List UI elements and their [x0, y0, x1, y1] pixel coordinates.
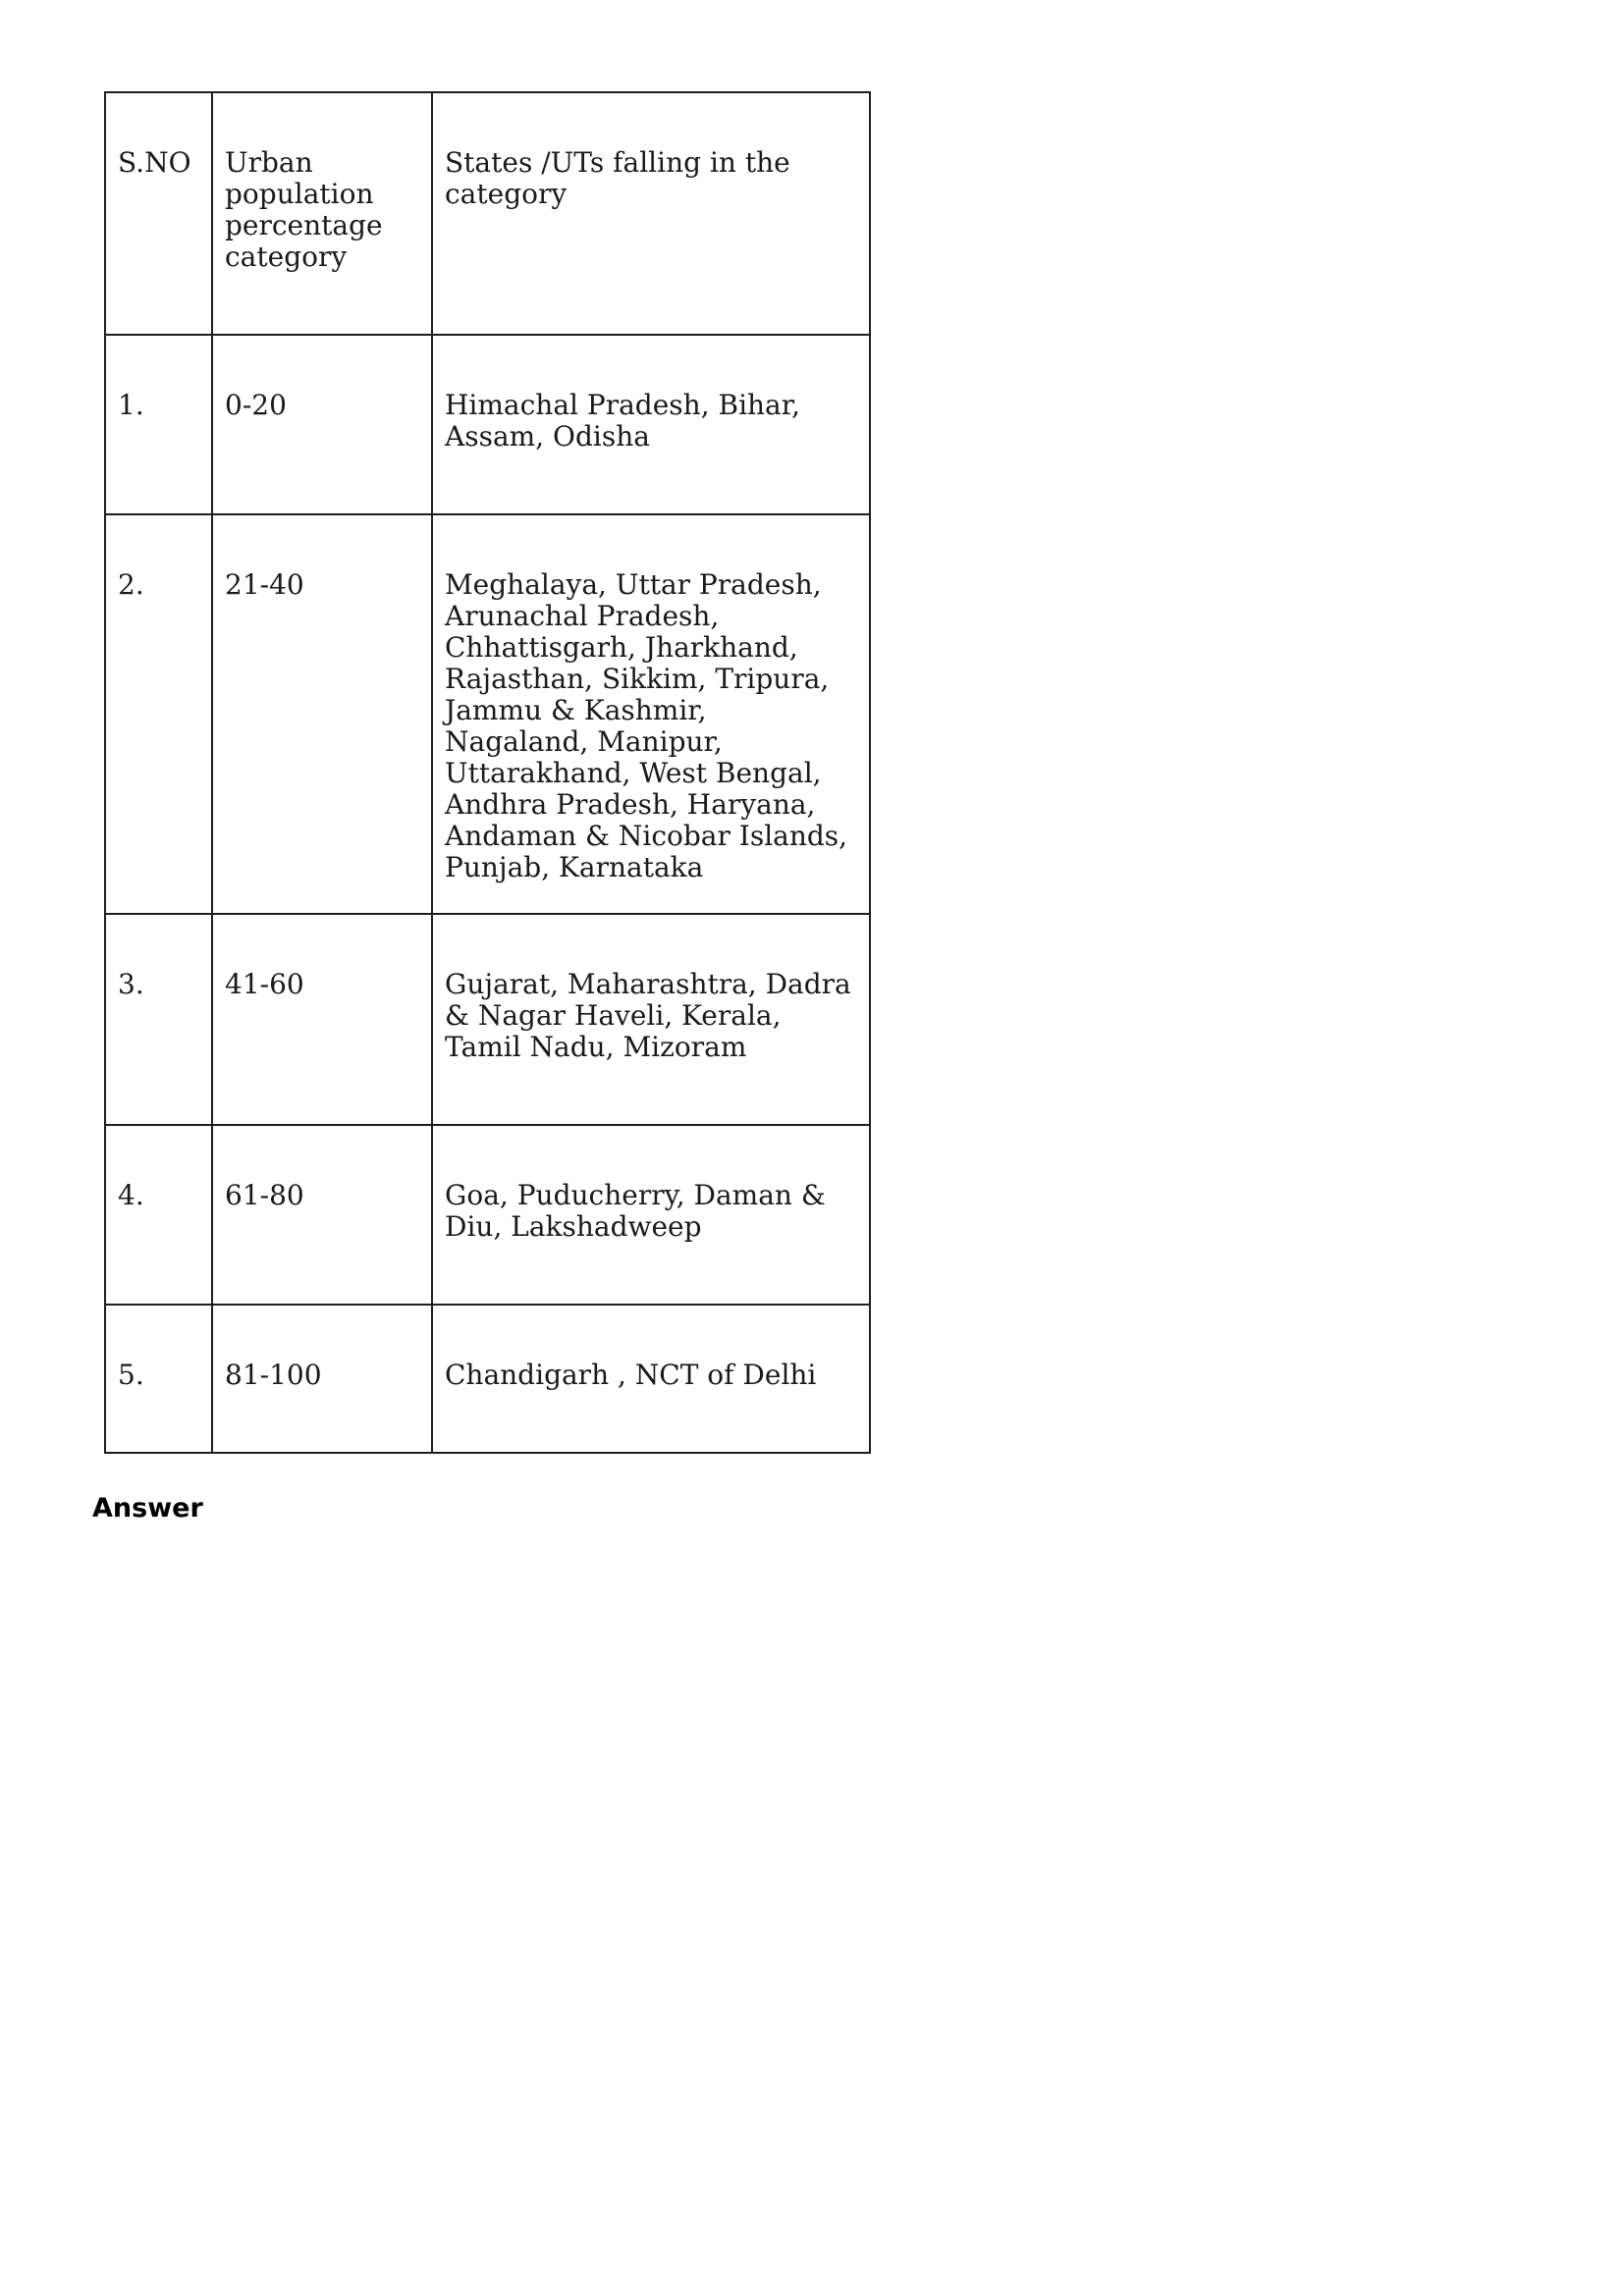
cell-category: 21-40 [212, 514, 432, 914]
table-header-row [105, 92, 870, 335]
cell-category: 61-80 [212, 1125, 432, 1305]
table-row [105, 914, 870, 1125]
cell-sno: 3. [105, 914, 212, 1125]
cell-states: Goa, Puducherry, Daman & Diu, Lakshadweep [432, 1125, 870, 1305]
cell-states: Meghalaya, Uttar Pradesh, Arunachal Pradesh, Chhattisgarh, Jharkhand, Rajasthan, Sikkim, Tripura, Jammu & Kashmir, Nagaland, Manipur, Uttarakhand, West Bengal, Andhra Pradesh, Haryana, Andaman & Nicobar Islands, Punjab, Karnataka [432, 514, 870, 914]
cell-sno: 1. [105, 335, 212, 514]
cell-sno: 2. [105, 514, 212, 914]
cell-sno: 5. [105, 1305, 212, 1453]
table-row [105, 1125, 870, 1305]
cell-category: 81-100 [212, 1305, 432, 1453]
header-category: Urban population percentage category [212, 92, 432, 335]
header-sno: S.NO [105, 92, 212, 335]
urban-population-table [104, 91, 871, 1454]
cell-category: 0-20 [212, 335, 432, 514]
cell-states: Chandigarh , NCT of Delhi [432, 1305, 870, 1453]
cell-category: 41-60 [212, 914, 432, 1125]
cell-states: Gujarat, Maharashtra, Dadra & Nagar Haveli, Kerala, Tamil Nadu, Mizoram [432, 914, 870, 1125]
answer-label: Answer [92, 1493, 203, 1523]
table-row [105, 1305, 870, 1453]
cell-sno: 4. [105, 1125, 212, 1305]
table-row [105, 335, 870, 514]
cell-states: Himachal Pradesh, Bihar, Assam, Odisha [432, 335, 870, 514]
table-row [105, 514, 870, 914]
header-states: States /UTs falling in the category [432, 92, 870, 335]
